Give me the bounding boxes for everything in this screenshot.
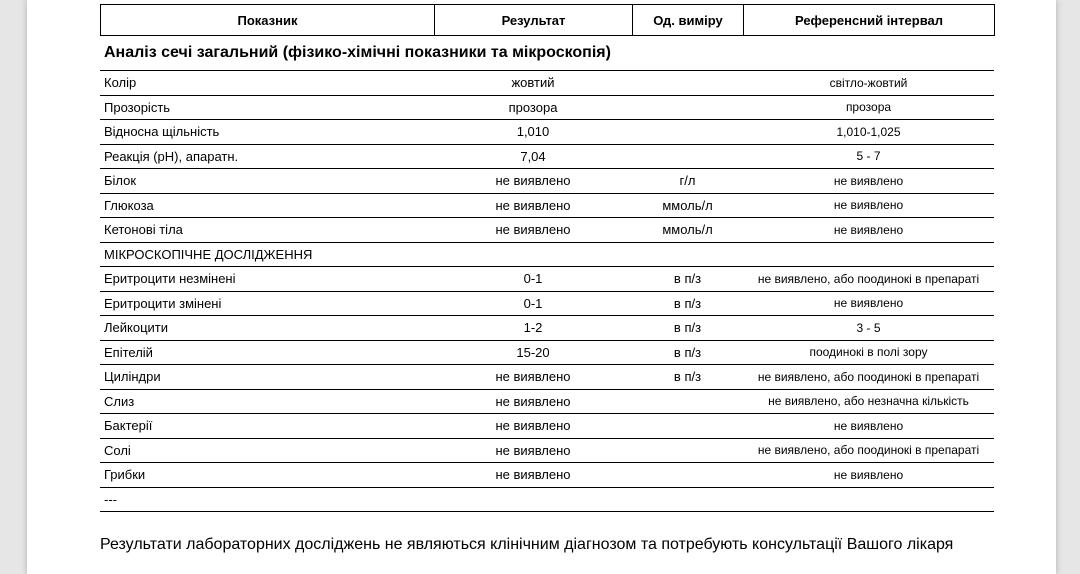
reference-cell: 3 - 5	[856, 320, 881, 335]
micro-rows	[100, 267, 994, 488]
result-cell: не виявлено	[495, 442, 571, 458]
indicator-cell: Реакція (pH), апаратн.	[104, 148, 239, 164]
reference-cell: поодинокі в полі зору	[809, 345, 928, 360]
result-cell: не виявлено	[495, 197, 571, 213]
reference-cell: не виявлено, або поодинокі в препараті	[757, 369, 980, 384]
result-cell: 7,04	[520, 148, 546, 164]
result-cell: 0-1	[523, 271, 543, 287]
physchem-rows	[100, 71, 994, 243]
result-cell: не виявлено	[495, 467, 571, 483]
reference-cell: не виявлено, або незначна кількість	[768, 394, 969, 409]
result-cell: не виявлено	[495, 369, 571, 385]
reference-cell: 5 - 7	[856, 149, 881, 164]
header-unit: Од. виміру	[633, 5, 744, 36]
indicator-cell: Білок	[104, 173, 137, 189]
reference-cell: 1,010-1,025	[836, 124, 901, 139]
indicator-cell: Еритроцити змінені	[104, 295, 222, 311]
indicator-cell: Колір	[104, 75, 137, 91]
reference-cell: не виявлено	[833, 296, 904, 311]
indicator-cell: Еритроцити незмінені	[104, 271, 236, 287]
result-cell: 0-1	[523, 295, 543, 311]
indicator-cell: Солі	[104, 442, 131, 458]
reference-cell: не виявлено	[833, 222, 904, 237]
unit-cell: в п/з	[673, 295, 702, 311]
indicator-cell: Епітелій	[104, 344, 153, 360]
indicator-cell: Лейкоцити	[104, 320, 169, 336]
indicator-cell: Прозорість	[104, 99, 171, 115]
header-reference: Референсний інтервал	[744, 5, 995, 36]
trailing-dashes: ---	[104, 491, 117, 507]
table-row	[100, 71, 994, 96]
table-row	[100, 414, 994, 439]
result-cell: не виявлено	[495, 173, 571, 189]
indicator-cell: Грибки	[104, 467, 146, 483]
unit-cell: в п/з	[673, 369, 702, 385]
indicator-cell: Відносна щільність	[104, 124, 220, 140]
table-row	[100, 120, 994, 145]
unit-cell: г/л	[679, 173, 696, 189]
indicator-cell: Глюкоза	[104, 197, 154, 213]
header-result: Результат	[435, 5, 633, 36]
result-cell: 15-20	[516, 344, 550, 360]
header-indicator: Показник	[101, 5, 435, 36]
result-cell: не виявлено	[495, 393, 571, 409]
result-cell: не виявлено	[495, 418, 571, 434]
table-row	[100, 145, 994, 170]
unit-cell: ммоль/л	[662, 197, 713, 213]
reference-cell: не виявлено	[833, 418, 904, 433]
indicator-cell: Слиз	[104, 393, 135, 409]
table-row	[100, 390, 994, 415]
trailing-row	[100, 488, 994, 513]
unit-cell: в п/з	[673, 344, 702, 360]
reference-cell: прозора	[845, 100, 892, 115]
reference-cell: не виявлено	[833, 198, 904, 213]
table-row	[100, 341, 994, 366]
reference-cell: не виявлено	[833, 467, 904, 482]
reference-cell: не виявлено	[833, 173, 904, 188]
table-row	[100, 292, 994, 317]
result-cell: 1-2	[523, 320, 543, 336]
section-title: Аналіз сечі загальний (фізико-хімічні показники та мікроскопія)	[100, 36, 994, 71]
indicator-cell: Бактерії	[104, 418, 153, 434]
unit-cell: ммоль/л	[662, 222, 713, 238]
table-row	[100, 439, 994, 464]
table-row	[100, 218, 994, 243]
table-row	[100, 463, 994, 488]
results-content	[100, 4, 994, 512]
micro-subheading-row	[100, 243, 994, 268]
table-row	[100, 316, 994, 341]
reference-cell: не виявлено, або поодинокі в препараті	[757, 271, 980, 286]
reference-cell: світло-жовтий	[829, 75, 908, 90]
table-row	[100, 96, 994, 121]
table-row	[100, 267, 994, 292]
table-row	[100, 194, 994, 219]
indicator-cell: Циліндри	[104, 369, 161, 385]
result-cell: не виявлено	[495, 222, 571, 238]
result-cell: 1,010	[516, 124, 550, 140]
reference-cell: не виявлено, або поодинокі в препараті	[757, 443, 980, 458]
results-table-header	[100, 4, 995, 36]
disclaimer-note: Результати лабораторних досліджень не являються клінічним діагнозом та потребують консультації Вашого лікаря	[100, 536, 954, 553]
micro-subheading: МІКРОСКОПІЧНЕ ДОСЛІДЖЕННЯ	[104, 246, 313, 262]
document-page	[27, 0, 1056, 574]
result-cell: жовтий	[511, 75, 555, 91]
unit-cell: в п/з	[673, 271, 702, 287]
unit-cell: в п/з	[673, 320, 702, 336]
result-cell: прозора	[508, 99, 558, 115]
indicator-cell: Кетонові тіла	[104, 222, 183, 238]
table-row	[100, 365, 994, 390]
table-row	[100, 169, 994, 194]
